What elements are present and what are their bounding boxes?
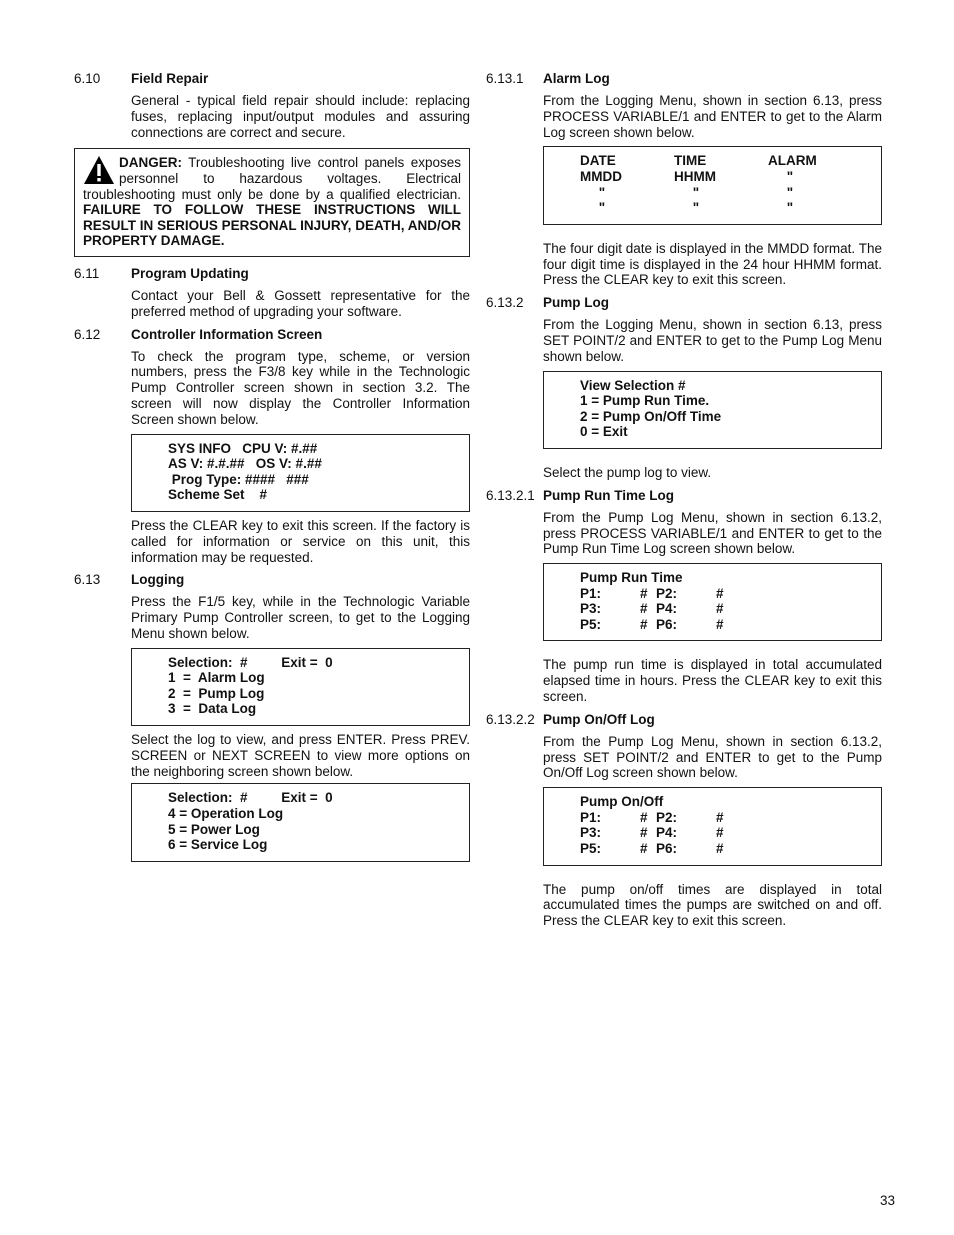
screen-cell: ": [768, 200, 794, 216]
section-body: General - typical field repair should include: replacing fuses, replacing input/output modules and assuring connections are correct and secure.: [131, 93, 470, 140]
screen-row: [580, 586, 871, 602]
screen-line: 1 = Pump Run Time.: [580, 393, 710, 409]
screen-cell: ": [674, 184, 700, 200]
controller-info-screen: [131, 434, 470, 512]
section-6-13: [74, 571, 470, 862]
screen-cell: P4:: [656, 601, 678, 617]
logging-menu-screen: [131, 648, 470, 726]
screen-cell: P6:: [656, 841, 678, 857]
section-heading: [74, 571, 470, 588]
section-heading: [486, 294, 882, 311]
section-heading: [486, 487, 882, 504]
section-title: Program Updating: [131, 265, 249, 281]
section-number: 6.13.2: [486, 295, 524, 311]
screen-row: [580, 617, 871, 633]
section-body: From the Pump Log Menu, shown in section 6.13.2, press PROCESS VARIABLE/1 and ENTER to get to the Pump Run Time Log screen shown below.: [543, 509, 882, 557]
screen-cell: P6:: [656, 616, 678, 632]
section-title: Pump Run Time Log: [543, 487, 674, 503]
logging-menu-screen-2: [131, 783, 470, 861]
screen-line: 2 = Pump Log: [168, 685, 265, 701]
section-note: The pump on/off times are displayed in total accumulated times the pumps are switched on and off. Press the CLEAR key to exit this screen.: [543, 881, 882, 929]
screen-line: Selection: # Exit = 0: [168, 790, 333, 806]
section-heading: [74, 326, 470, 343]
section-title: Pump On/Off Log: [543, 711, 655, 727]
section-6-11: [74, 265, 470, 320]
screen-cell: ALARM: [768, 153, 817, 169]
section-title: Alarm Log: [543, 71, 610, 86]
screen-line: AS V: #.#.## OS V: #.##: [168, 456, 322, 472]
screen-line: SYS INFO CPU V: #.##: [168, 440, 318, 456]
section-title: Logging: [131, 572, 185, 588]
section-body: From the Pump Log Menu, shown in section 6.13.2, press SET POINT/2 and ENTER to get to the Pump On/Off Log screen shown below.: [543, 733, 882, 781]
alarm-log-screen: [543, 146, 882, 224]
screen-cell: P3:: [580, 825, 602, 841]
section-heading: [74, 265, 470, 282]
screen-cell: P1:: [580, 585, 602, 601]
section-6-13-1: [486, 70, 882, 288]
screen-line: 1 = Alarm Log: [168, 670, 265, 686]
danger-label: DANGER:: [119, 155, 182, 171]
pump-log-menu-screen: [543, 371, 882, 449]
screen-cell: #: [640, 616, 648, 632]
section-number: 6.13.2.1: [486, 487, 535, 503]
screen-cell: #: [716, 601, 724, 617]
section-number: 6.11: [74, 265, 100, 281]
screen-row: [580, 810, 871, 826]
screen-cell: #: [716, 585, 724, 601]
screen-row: [580, 841, 871, 857]
danger-warning-caps: FAILURE TO FOLLOW THESE INSTRUCTIONS WILL RESULT IN SERIOUS PERSONAL INJURY, DEATH, AND/OR PROPERTY DAMAGE.: [83, 202, 461, 249]
screen-row: [580, 200, 871, 216]
screen-cell: #: [640, 585, 648, 601]
screen-row: [580, 185, 871, 201]
section-6-12: [74, 326, 470, 566]
screen-line: 3 = Data Log: [168, 701, 257, 717]
section-body: To check the program type, scheme, or version numbers, press the F3/8 key while in the Technologic Pump Controller screen shown in section 3.2. The screen will now display the Controller Information Screen shown below.: [131, 348, 470, 427]
screen-cell: P5:: [580, 841, 602, 857]
section-body: Press the F1/5 key, while in the Technologic Variable Primary Pump Controller screen, to get to the Logging Menu shown below.: [131, 594, 470, 641]
section-number: 6.13.2.2: [486, 711, 535, 727]
screen-cell: P4:: [656, 825, 678, 841]
right-column: [486, 70, 882, 929]
screen-line: Prog Type: #### ###: [168, 471, 309, 487]
left-column: [74, 70, 470, 862]
screen-row: [580, 169, 871, 185]
screen-row: [580, 153, 871, 169]
section-heading: [74, 70, 470, 87]
section-body: From the Logging Menu, shown in section 6.13, press SET POINT/2 and ENTER to get to the Pump Log Menu shown below.: [543, 317, 882, 364]
section-number: 6.13.1: [486, 71, 524, 86]
screen-cell: P1:: [580, 809, 602, 825]
screen-cell: MMDD: [580, 168, 622, 184]
screen-cell: #: [640, 601, 648, 617]
section-note: Press the CLEAR key to exit this screen. If the factory is called for information or service on this unit, this information may be requested.: [131, 517, 470, 565]
section-number: 6.10: [74, 71, 101, 86]
warning-triangle-icon: [83, 155, 115, 185]
screen-line: 5 = Power Log: [168, 821, 260, 837]
screen-cell: P2:: [656, 585, 678, 601]
screen-cell: ": [768, 168, 794, 184]
screen-cell: #: [716, 825, 724, 841]
section-number: 6.13: [74, 572, 101, 588]
screen-cell: #: [640, 841, 648, 857]
section-6-13-2: [486, 294, 882, 481]
screen-line: View Selection #: [580, 377, 686, 393]
screen-title: Pump Run Time: [580, 570, 683, 586]
section-title: Pump Log: [543, 295, 609, 311]
screen-line: 4 = Operation Log: [168, 806, 284, 822]
screen-line: Scheme Set #: [168, 487, 268, 503]
section-heading: [486, 70, 882, 87]
screen-cell: HHMM: [674, 168, 716, 184]
screen-cell: ": [580, 200, 606, 216]
screen-cell: ": [674, 200, 700, 216]
screen-cell: DATE: [580, 153, 616, 169]
screen-cell: #: [716, 809, 724, 825]
pump-on-off-screen: [543, 787, 882, 865]
screen-title: Pump On/Off: [580, 794, 664, 810]
section-note: The four digit date is displayed in the MMDD format. The four digit time is displayed in the 24 hour HHMM format. Press the CLEAR key to exit this screen.: [543, 240, 882, 288]
screen-cell: ": [768, 184, 794, 200]
pump-run-time-screen: [543, 563, 882, 641]
screen-cell: P2:: [656, 809, 678, 825]
screen-cell: #: [640, 809, 648, 825]
screen-line: 6 = Service Log: [168, 837, 268, 853]
screen-cell: #: [716, 841, 724, 857]
section-6-13-2-2: [486, 711, 882, 929]
section-title: Controller Information Screen: [131, 326, 323, 342]
screen-cell: TIME: [674, 153, 707, 169]
screen-line: 2 = Pump On/Off Time: [580, 408, 722, 424]
section-heading: [486, 711, 882, 728]
screen-cell: ": [580, 184, 606, 200]
section-6-10: [74, 70, 470, 140]
section-body: From the Logging Menu, shown in section 6.13, press PROCESS VARIABLE/1 and ENTER to get to the Alarm Log screen shown below.: [543, 93, 882, 140]
section-note: Select the log to view, and press ENTER. Press PREV. SCREEN or NEXT SCREEN to view more options on the neighboring screen shown below.: [131, 732, 470, 779]
screen-cell: #: [640, 825, 648, 841]
screen-line: Selection: # Exit = 0: [168, 654, 333, 670]
screen-cell: P5:: [580, 616, 602, 632]
screen-cell: #: [716, 616, 724, 632]
screen-row: [580, 601, 871, 617]
section-6-13-2-1: [486, 487, 882, 705]
section-note: Select the pump log to view.: [543, 464, 712, 480]
section-number: 6.12: [74, 326, 101, 342]
screen-line: 0 = Exit: [580, 424, 628, 440]
section-note: The pump run time is displayed in total accumulated elapsed time in hours. Press the CLEAR key to exit this screen.: [543, 657, 882, 705]
danger-notice: [74, 148, 470, 257]
section-body: Contact your Bell & Gossett representative for the preferred method of upgrading your software.: [131, 287, 470, 319]
screen-cell: P3:: [580, 601, 602, 617]
page-number: 33: [880, 1193, 896, 1208]
section-title: Field Repair: [131, 71, 209, 86]
danger-text: Troubleshooting live control panels exposes personnel to hazardous voltages. Electrical troubleshooting must only be done by a qualified electrician.: [83, 155, 461, 202]
screen-row: [580, 825, 871, 841]
